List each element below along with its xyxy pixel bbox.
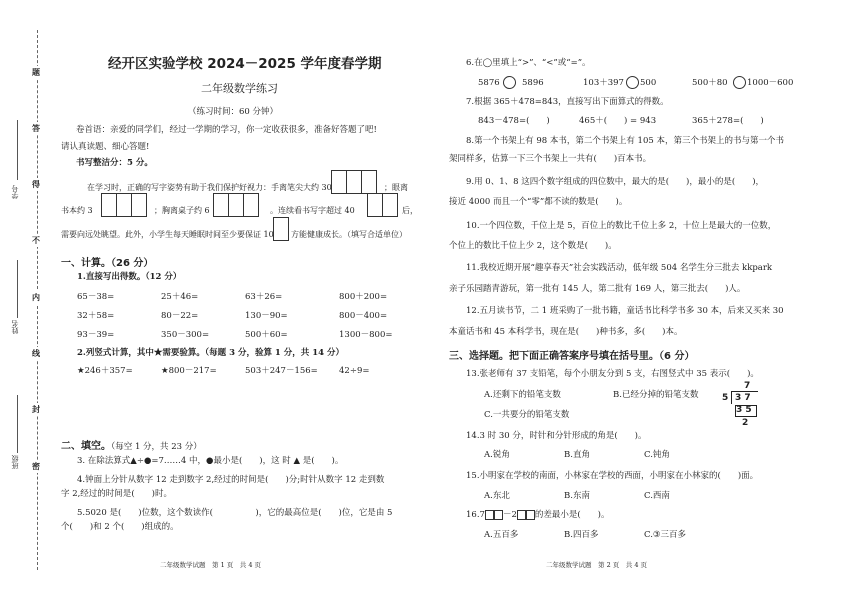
compare-circle[interactable] [733,76,746,89]
q16-text-b: －2 [502,510,517,520]
question-4-line-2: 字 2,经过的时间是( )时。 [61,489,172,499]
gutter-char: 封 [32,404,40,414]
class-label: 班级 [11,455,19,469]
posture-text-4: ；胸离桌子约 6 [154,206,210,215]
q14-option-c[interactable]: C.钝角 [644,450,670,460]
calc-item: 1300－800= [339,330,393,340]
student-id-label: 学号 [11,185,19,199]
ldiv-divisor: 5 [722,393,729,403]
ldiv-remainder: 2 [742,418,749,428]
question-9-line-2: 接近 4000 而且一个“零”都不读的数是( )。 [449,197,628,207]
preface-line-2: 请认真读题、细心答题! [61,142,150,152]
vertical-calc-item: ★246＋357= [77,366,133,376]
calc-item: 500＋60= [245,330,288,340]
class-field[interactable] [17,395,18,453]
q13-option-a[interactable]: A.还剩下的铅笔支数 [484,390,561,400]
long-division-figure [722,381,762,429]
question-9-line-1: 9.用 0、1、8 这四个数字组成的四位数中，最大的是( )，最小的是( )， [466,177,765,187]
q16-option-b[interactable]: B.四百多 [564,530,599,540]
q14-option-a[interactable]: A.锐角 [484,450,510,460]
gutter-char: 得 [32,179,40,189]
compare-circle[interactable] [626,76,639,89]
question-8-line-1: 8.第一个书架上有 98 本书，第二个书架上有 105 本，第三个书架上的书与第一个书 [466,136,784,146]
posture-text-2: ；眼离 [384,183,408,192]
posture-text-7: 需要向远处眺望。此外，小学生每天睡眠时间至少要保证 10 [61,230,274,239]
vertical-calc-item: ★800－217= [161,366,217,376]
question-4-line-1: 4.钟面上分针从数字 12 走到数字 2,经过的时间是( )分;时针从数字 12 走到数 [77,475,385,485]
gutter-char: 答 [32,123,40,133]
unit-answer-grid[interactable] [213,193,259,217]
question-3: 3. 在除法算式▲÷●=7……4 中，●最小是( )，这 时 ▲ 是( )。 [77,456,344,466]
exam-time: （练习时间：60 分钟） [188,107,279,117]
posture-text-5: 。连续看书写字超过 40 [270,206,355,215]
question-11-line-1: 11.我校近期开展“趣享春天”社会实践活动，低年级 504 名学生分三批去 kkpark [466,263,773,273]
q16-option-c[interactable]: C.③三百多 [644,530,687,540]
part-1-title: 1.直接写出得数。（12 分） [77,272,182,282]
q13-option-b[interactable]: B.已经分掉的铅笔支数 [613,390,699,400]
q15-option-b[interactable]: B.东南 [564,491,590,501]
calc-item: 25＋46= [161,292,199,302]
q6-item: 500 [640,78,657,88]
posture-text-3: 书本约 3 [61,206,93,215]
unit-answer-grid[interactable] [331,170,377,194]
question-13: 13.张老师有 37 支铅笔，每个小朋友分到 5 支，右图竖式中 35 表示( )。 [466,369,759,379]
q7-item: 843－478=( ) [478,116,550,126]
question-14: 14.3 时 30 分，时针和分针形成的角是( )。 [466,431,647,441]
posture-text-1: 在学习时，正确的写字姿势有助于我们保护好视力：手离笔尖大约 30 [87,183,332,192]
ldiv-quotient: 7 [744,381,751,391]
question-12-line-2: 本童话书和 45 本科学书，现在是( )种书多，多( )本。 [449,327,683,337]
posture-text-6: 后， [402,206,418,215]
q6-item: 1000－600 [747,78,794,88]
gutter-char: 内 [32,292,40,302]
exam-title: 经开区实验学校 2024－2025 学年度春学期 [108,56,382,72]
q6-item: 500＋80 [692,78,728,88]
calc-item: 65－38= [77,292,115,302]
gutter-char: 线 [32,348,40,358]
q16-text-c: 的差最小是( )。 [534,510,610,520]
section-2-note: （每空 1 分，共 23 分） [111,442,202,452]
question-10-line-2: 个位上的数比千位上少 2，这个数是( )。 [449,241,617,251]
part-2-title: 2.列竖式计算，其中★需要验算。（每题 3 分，验算 1 分，共 14 分） [77,348,345,358]
handwriting-score: 书写整洁分：5 分。 [76,158,153,168]
q14-option-b[interactable]: B.直角 [564,450,590,460]
question-5-line-1: 5.5020 是( )位数，这个数读作( )，它的最高位是( )位，它是由 5 [77,508,393,518]
gutter-char: 密 [32,461,40,471]
unit-answer-grid[interactable] [273,217,289,241]
calc-item: 800＋200= [339,292,388,302]
q15-option-c[interactable]: C.西南 [644,491,670,501]
calc-item: 80－22= [161,311,199,321]
question-16 [466,509,610,521]
q7-item: 365＋278=( ) [692,116,764,126]
name-label: 姓名 [11,320,19,334]
ldiv-dividend: 3 7 [735,393,751,403]
footer-page-2: 二年级数学试题 第 2 页 共 4 页 [546,561,648,569]
unit-answer-grid[interactable] [101,193,147,217]
compare-circle[interactable] [503,76,516,89]
preface-line-1: 卷首语：亲爱的同学们，经过一学期的学习，你一定收获很多，准备好答题了吧! [76,125,377,135]
question-12-line-1: 12.五月读书节，二 1 班采购了一批书籍，童话书比科学书多 30 本，后来又买来 30 [466,306,784,316]
section-2-title: 二、填空。 [61,441,111,452]
vertical-calc-item: 42÷9= [339,366,370,376]
question-15: 15.小明家在学校的南面，小林家在学校的西面，小明家在小林家的( )面。 [466,471,759,481]
calc-item: 800－400= [339,311,388,321]
question-10-line-1: 10.一个四位数，千位上是 5，百位上的数比千位上多 2，十位上是最大的一位数， [466,221,777,231]
exam-subtitle: 二年级数学练习 [201,82,278,95]
calc-item: 63＋26= [245,292,283,302]
q16-option-a[interactable]: A.五百多 [484,530,519,540]
unit-answer-grid[interactable] [367,193,398,217]
question-5-line-2: 个( )和 2 个( )组成的。 [61,522,179,532]
question-11-line-2: 亲子乐园踏青游玩，第一批有 145 人，第二批有 169 人，第三批去( )人。 [449,284,746,294]
question-6: 6.在◯里填上“>”、“<”或“=”。 [466,58,591,68]
posture-text-8: 方能健康成长。（填写合适单位） [291,230,407,239]
q6-item: 5876 [478,78,500,88]
gutter-char: 不 [32,235,40,245]
section-3-title: 三、选择题。把下面正确答案序号填在括号里。（6 分） [449,351,695,362]
calc-item: 32＋58= [77,311,115,321]
q7-item: 465＋( ) = 943 [579,116,657,126]
q13-option-c[interactable]: C.一共要分的铅笔支数 [484,410,570,420]
name-field[interactable] [17,260,18,318]
calc-item: 130－90= [245,311,288,321]
footer-page-1: 二年级数学试题 第 1 页 共 4 页 [160,561,262,569]
section-2-title-row [61,434,202,453]
vertical-calc-item: 503＋247－156= [245,366,318,376]
question-7: 7.根据 365＋478=843，直接写出下面算式的得数。 [466,97,669,107]
q6-item: 5896 [522,78,544,88]
q16-text-a: 16.7 [466,510,485,520]
calc-item: 93－39= [77,330,115,340]
q6-item: 103＋397 [583,78,624,88]
ldiv-product: 3 5 [736,405,752,415]
section-1-title: 一、计算。（26 分） [61,258,154,269]
gutter-char: 题 [32,67,40,77]
student-id-field[interactable] [17,120,18,180]
q15-option-a[interactable]: A.东北 [484,491,510,501]
calc-item: 350－300= [161,330,210,340]
question-8-line-2: 架同样多，估算一下三个书架上一共有( )百本书。 [449,154,652,164]
